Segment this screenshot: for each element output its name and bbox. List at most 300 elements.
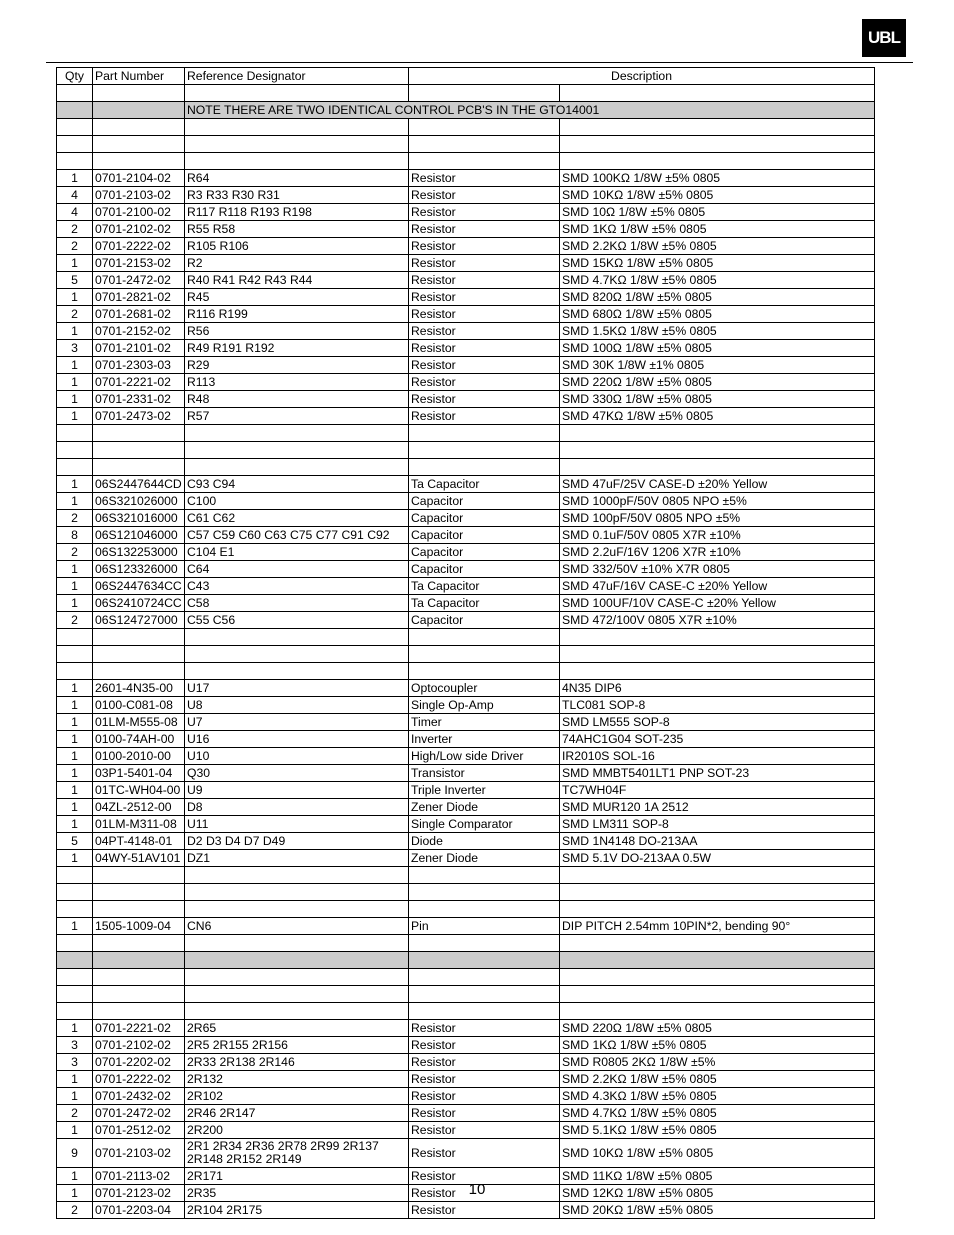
bom-row — [57, 850, 875, 867]
reference-cell: C61 C62 — [185, 510, 409, 527]
reference-cell: U16 — [185, 731, 409, 748]
qty-cell: 2 — [57, 221, 93, 238]
type-cell: Capacitor — [409, 510, 560, 527]
part-number-cell — [93, 986, 185, 1003]
description-cell: SMD 10Ω 1/8W ±5% 0805 — [560, 204, 875, 221]
qty-cell: 1 — [57, 816, 93, 833]
bom-row — [57, 799, 875, 816]
description-cell: SMD 5.1V DO-213AA 0.5W — [560, 850, 875, 867]
bom-row — [57, 204, 875, 221]
reference-cell — [185, 646, 409, 663]
blank-row — [57, 867, 875, 884]
part-number-cell: 0701-2101-02 — [93, 340, 185, 357]
qty-cell — [57, 969, 93, 986]
part-number-cell — [93, 646, 185, 663]
reference-cell — [185, 459, 409, 476]
description-cell: SMD 100UF/10V CASE-C ±20% Yellow — [560, 595, 875, 612]
type-cell: Resistor — [409, 374, 560, 391]
part-number-cell: 0100-2010-00 — [93, 748, 185, 765]
qty-cell: 1 — [57, 323, 93, 340]
part-number-cell: 0701-2102-02 — [93, 221, 185, 238]
description-cell — [560, 1003, 875, 1020]
type-cell: Resistor — [409, 1139, 560, 1168]
type-cell: Zener Diode — [409, 799, 560, 816]
type-cell: Resistor — [409, 289, 560, 306]
type-cell: Diode — [409, 833, 560, 850]
qty-cell: 1 — [57, 493, 93, 510]
part-number-cell: 0701-2512-02 — [93, 1122, 185, 1139]
part-number-cell: 04ZL-2512-00 — [93, 799, 185, 816]
reference-cell: R64 — [185, 170, 409, 187]
bom-row — [57, 816, 875, 833]
reference-cell: R29 — [185, 357, 409, 374]
part-number-cell: 06S124727000 — [93, 612, 185, 629]
bom-row — [57, 544, 875, 561]
bom-row — [57, 782, 875, 799]
qty-cell: 1 — [57, 1168, 93, 1185]
blank-row — [57, 935, 875, 952]
reference-cell: 2R33 2R138 2R146 — [185, 1054, 409, 1071]
type-cell: Inverter — [409, 731, 560, 748]
reference-cell: R45 — [185, 289, 409, 306]
qty-cell — [57, 459, 93, 476]
description-cell — [560, 901, 875, 918]
bom-row — [57, 561, 875, 578]
bom-row — [57, 765, 875, 782]
description-cell: SMD 220Ω 1/8W ±5% 0805 — [560, 1020, 875, 1037]
part-number-cell — [93, 935, 185, 952]
description-cell: IR2010S SOL-16 — [560, 748, 875, 765]
description-cell — [560, 884, 875, 901]
blank-row — [57, 884, 875, 901]
reference-cell — [185, 969, 409, 986]
reference-cell: C100 — [185, 493, 409, 510]
qty-cell: 1 — [57, 748, 93, 765]
description-cell: 4N35 DIP6 — [560, 680, 875, 697]
reference-cell: 2R132 — [185, 1071, 409, 1088]
part-number-cell: 01TC-WH04-00 — [93, 782, 185, 799]
blank-row — [57, 986, 875, 1003]
qty-cell: 1 — [57, 391, 93, 408]
description-cell — [560, 459, 875, 476]
type-cell: Resistor — [409, 1122, 560, 1139]
qty-cell: 1 — [57, 1071, 93, 1088]
reference-cell: DZ1 — [185, 850, 409, 867]
description-cell: SMD 2.2KΩ 1/8W ±5% 0805 — [560, 238, 875, 255]
qty-cell: 1 — [57, 1122, 93, 1139]
qty-cell: 4 — [57, 187, 93, 204]
part-number-cell: 0701-2303-03 — [93, 357, 185, 374]
note-text: NOTE THERE ARE TWO IDENTICAL CONTROL PCB'S IN THE GTO14001 — [185, 102, 875, 119]
qty-cell — [57, 884, 93, 901]
reference-cell: U10 — [185, 748, 409, 765]
bom-row — [57, 1088, 875, 1105]
qty-cell: 1 — [57, 731, 93, 748]
type-cell: Resistor — [409, 1054, 560, 1071]
qty-cell: 1 — [57, 170, 93, 187]
reference-cell: C58 — [185, 595, 409, 612]
bom-row — [57, 1105, 875, 1122]
description-cell: SMD 11KΩ 1/8W ±5% 0805 — [560, 1168, 875, 1185]
type-cell — [409, 629, 560, 646]
bom-row — [57, 272, 875, 289]
type-cell: Resistor — [409, 170, 560, 187]
description-cell — [560, 935, 875, 952]
description-cell: SMD 1.5KΩ 1/8W ±5% 0805 — [560, 323, 875, 340]
qty-cell: 1 — [57, 561, 93, 578]
bom-row — [57, 391, 875, 408]
description-cell: SMD 10KΩ 1/8W ±5% 0805 — [560, 1139, 875, 1168]
description-cell: SMD MUR120 1A 2512 — [560, 799, 875, 816]
part-number-cell — [93, 119, 185, 136]
reference-cell: R49 R191 R192 — [185, 340, 409, 357]
part-number-cell: 0701-2202-02 — [93, 1054, 185, 1071]
description-cell: SMD 330Ω 1/8W ±5% 0805 — [560, 391, 875, 408]
description-cell: SMD 47KΩ 1/8W ±5% 0805 — [560, 408, 875, 425]
type-cell: Resistor — [409, 272, 560, 289]
type-cell: Resistor — [409, 1168, 560, 1185]
reference-cell: CN6 — [185, 918, 409, 935]
part-number-cell: 04WY-51AV101 — [93, 850, 185, 867]
qty-cell: 1 — [57, 578, 93, 595]
reference-cell — [185, 629, 409, 646]
type-cell: Pin — [409, 918, 560, 935]
description-cell: SMD 100Ω 1/8W ±5% 0805 — [560, 340, 875, 357]
type-cell: Resistor — [409, 1202, 560, 1219]
part-number-cell: 01LM-M555-08 — [93, 714, 185, 731]
reference-cell: 2R104 2R175 — [185, 1202, 409, 1219]
type-cell — [409, 935, 560, 952]
type-cell: Transistor — [409, 765, 560, 782]
bom-row — [57, 595, 875, 612]
reference-cell: R40 R41 R42 R43 R44 — [185, 272, 409, 289]
part-number-cell: 2601-4N35-00 — [93, 680, 185, 697]
bom-row — [57, 918, 875, 935]
blank-row — [57, 442, 875, 459]
description-cell: SMD 1KΩ 1/8W ±5% 0805 — [560, 221, 875, 238]
reference-cell — [185, 663, 409, 680]
reference-cell: U9 — [185, 782, 409, 799]
blank-row — [57, 646, 875, 663]
type-cell: Ta Capacitor — [409, 595, 560, 612]
reference-cell — [185, 85, 409, 102]
part-number-cell — [93, 884, 185, 901]
qty-cell: 2 — [57, 238, 93, 255]
part-number-cell — [93, 867, 185, 884]
description-cell — [560, 629, 875, 646]
description-cell — [560, 867, 875, 884]
reference-cell: 2R35 — [185, 1185, 409, 1202]
part-number-cell: 0100-C081-08 — [93, 697, 185, 714]
bom-row — [57, 306, 875, 323]
type-cell — [409, 646, 560, 663]
reference-cell — [185, 884, 409, 901]
type-cell: Resistor — [409, 1185, 560, 1202]
bom-row — [57, 612, 875, 629]
reference-cell — [185, 952, 409, 969]
part-number-cell: 0701-2103-02 — [93, 1139, 185, 1168]
type-cell: Resistor — [409, 306, 560, 323]
bom-row — [57, 833, 875, 850]
bom-row — [57, 1037, 875, 1054]
part-number-cell — [93, 459, 185, 476]
description-cell: SMD R0805 2KΩ 1/8W ±5% — [560, 1054, 875, 1071]
type-cell: Resistor — [409, 187, 560, 204]
qty-cell: 2 — [57, 306, 93, 323]
type-cell — [409, 425, 560, 442]
reference-cell: 2R46 2R147 — [185, 1105, 409, 1122]
type-cell: Resistor — [409, 204, 560, 221]
qty-cell: 1 — [57, 374, 93, 391]
description-cell — [560, 952, 875, 969]
reference-cell: C104 E1 — [185, 544, 409, 561]
blank-row — [57, 663, 875, 680]
part-number-cell: 06S121046000 — [93, 527, 185, 544]
type-cell: Resistor — [409, 357, 560, 374]
description-cell — [560, 969, 875, 986]
reference-cell — [185, 119, 409, 136]
bom-row — [57, 1202, 875, 1219]
qty-cell: 1 — [57, 1185, 93, 1202]
bom-row — [57, 357, 875, 374]
part-number-cell: 0701-2123-02 — [93, 1185, 185, 1202]
qty-cell — [57, 952, 93, 969]
type-cell: Capacitor — [409, 527, 560, 544]
reference-cell — [185, 1003, 409, 1020]
part-number-cell: 0701-2113-02 — [93, 1168, 185, 1185]
bom-table — [56, 67, 875, 1219]
blank-row — [57, 85, 875, 102]
reference-cell: R3 R33 R30 R31 — [185, 187, 409, 204]
description-cell: TC7WH04F — [560, 782, 875, 799]
type-cell: Triple Inverter — [409, 782, 560, 799]
description-cell — [560, 986, 875, 1003]
type-cell: Resistor — [409, 1088, 560, 1105]
reference-cell: Q30 — [185, 765, 409, 782]
part-number-cell — [93, 136, 185, 153]
type-cell: Resistor — [409, 1020, 560, 1037]
part-number-cell: 06S2447634CC — [93, 578, 185, 595]
bom-row — [57, 680, 875, 697]
part-number-cell — [93, 425, 185, 442]
qty-cell: 1 — [57, 714, 93, 731]
reference-cell: 2R65 — [185, 1020, 409, 1037]
reference-cell: 2R102 — [185, 1088, 409, 1105]
qty-cell: 1 — [57, 918, 93, 935]
description-cell: SMD 100pF/50V 0805 NPO ±5% — [560, 510, 875, 527]
qty-cell: 3 — [57, 1037, 93, 1054]
description-cell: 74AHC1G04 SOT-235 — [560, 731, 875, 748]
qty-cell: 1 — [57, 1020, 93, 1037]
qty-cell: 3 — [57, 340, 93, 357]
type-cell: Ta Capacitor — [409, 476, 560, 493]
description-cell: SMD 4.7KΩ 1/8W ±5% 0805 — [560, 272, 875, 289]
description-cell: SMD 20KΩ 1/8W ±5% 0805 — [560, 1202, 875, 1219]
type-cell — [409, 969, 560, 986]
reference-cell: U11 — [185, 816, 409, 833]
reference-cell: R48 — [185, 391, 409, 408]
type-cell: Resistor — [409, 238, 560, 255]
description-cell: SMD 5.1KΩ 1/8W ±5% 0805 — [560, 1122, 875, 1139]
part-number-cell: 06S321016000 — [93, 510, 185, 527]
type-cell — [409, 663, 560, 680]
reference-cell: R55 R58 — [185, 221, 409, 238]
qty-cell — [57, 85, 93, 102]
qty-cell: 2 — [57, 1105, 93, 1122]
qty-cell: 1 — [57, 289, 93, 306]
bom-row — [57, 408, 875, 425]
bom-row — [57, 1071, 875, 1088]
type-cell: Capacitor — [409, 612, 560, 629]
bom-row — [57, 1054, 875, 1071]
description-cell — [560, 136, 875, 153]
part-number-cell — [93, 442, 185, 459]
part-number-cell: 0701-2432-02 — [93, 1088, 185, 1105]
type-cell: Optocoupler — [409, 680, 560, 697]
reference-cell: 2R200 — [185, 1122, 409, 1139]
bom-row — [57, 697, 875, 714]
type-cell: Zener Diode — [409, 850, 560, 867]
qty-cell: 1 — [57, 782, 93, 799]
part-number-cell: 0701-2102-02 — [93, 1037, 185, 1054]
type-cell: Capacitor — [409, 493, 560, 510]
type-cell — [409, 459, 560, 476]
description-cell — [560, 663, 875, 680]
bom-body — [57, 68, 875, 1219]
bom-row — [57, 221, 875, 238]
part-number-cell: 06S132253000 — [93, 544, 185, 561]
qty-cell — [57, 986, 93, 1003]
description-cell: SMD 4.3KΩ 1/8W ±5% 0805 — [560, 1088, 875, 1105]
bom-row — [57, 170, 875, 187]
description-cell: SMD 30K 1/8W ±1% 0805 — [560, 357, 875, 374]
type-cell: Resistor — [409, 1071, 560, 1088]
description-cell: SMD MMBT5401LT1 PNP SOT-23 — [560, 765, 875, 782]
type-cell — [409, 136, 560, 153]
description-header: Description — [409, 68, 875, 85]
qty-cell: 8 — [57, 527, 93, 544]
part-number-cell: 0701-2104-02 — [93, 170, 185, 187]
part-number-cell: 1505-1009-04 — [93, 918, 185, 935]
type-cell: Resistor — [409, 323, 560, 340]
description-cell: SMD 1000pF/50V 0805 NPO ±5% — [560, 493, 875, 510]
part-number-cell — [93, 663, 185, 680]
part-number-cell: 0701-2681-02 — [93, 306, 185, 323]
part-number-cell: 0701-2152-02 — [93, 323, 185, 340]
qty-cell: 5 — [57, 272, 93, 289]
description-cell — [560, 646, 875, 663]
description-cell: SMD 472/100V 0805 X7R ±10% — [560, 612, 875, 629]
description-cell — [560, 153, 875, 170]
type-cell: Single Comparator — [409, 816, 560, 833]
blank-row — [57, 459, 875, 476]
reference-cell — [185, 442, 409, 459]
qty-cell: 5 — [57, 833, 93, 850]
type-cell: Resistor — [409, 340, 560, 357]
type-cell: Resistor — [409, 1105, 560, 1122]
description-cell: SMD 1N4148 DO-213AA — [560, 833, 875, 850]
qty-cell — [57, 901, 93, 918]
qty-cell: 1 — [57, 680, 93, 697]
header-row — [57, 68, 875, 85]
part-number-cell — [93, 102, 185, 119]
qty-cell: 1 — [57, 697, 93, 714]
reference-cell: 2R171 — [185, 1168, 409, 1185]
page-number: 10 — [468, 1181, 486, 1198]
qty-cell — [57, 646, 93, 663]
bom-row — [57, 1020, 875, 1037]
qty-cell: 4 — [57, 204, 93, 221]
bom-row — [57, 323, 875, 340]
description-cell: SMD 10KΩ 1/8W ±5% 0805 — [560, 187, 875, 204]
description-cell: SMD 0.1uF/50V 0805 X7R ±10% — [560, 527, 875, 544]
part-number-cell: 06S2447644CD — [93, 476, 185, 493]
description-cell: SMD 220Ω 1/8W ±5% 0805 — [560, 374, 875, 391]
type-cell: Resistor — [409, 391, 560, 408]
type-cell — [409, 986, 560, 1003]
part-number-cell: 0701-2103-02 — [93, 187, 185, 204]
part-number-cell — [93, 153, 185, 170]
reference-cell — [185, 935, 409, 952]
qty-cell — [57, 136, 93, 153]
qty-cell: 1 — [57, 357, 93, 374]
bom-row — [57, 238, 875, 255]
description-cell — [560, 85, 875, 102]
description-cell: SMD 12KΩ 1/8W ±5% 0805 — [560, 1185, 875, 1202]
blank-row — [57, 629, 875, 646]
part-number-cell — [93, 901, 185, 918]
reference-cell: C64 — [185, 561, 409, 578]
description-cell: SMD LM311 SOP-8 — [560, 816, 875, 833]
qty-cell — [57, 442, 93, 459]
bom-row — [57, 510, 875, 527]
type-cell — [409, 442, 560, 459]
qty-cell: 1 — [57, 255, 93, 272]
reference-cell: C55 C56 — [185, 612, 409, 629]
part-number-cell: 0701-2472-02 — [93, 1105, 185, 1122]
description-cell: SMD 2.2uF/16V 1206 X7R ±10% — [560, 544, 875, 561]
type-cell — [409, 901, 560, 918]
description-cell: SMD LM555 SOP-8 — [560, 714, 875, 731]
blank-row — [57, 119, 875, 136]
part-number-cell — [93, 1003, 185, 1020]
reference-cell — [185, 901, 409, 918]
type-cell — [409, 1003, 560, 1020]
part-number-cell: 0701-2153-02 — [93, 255, 185, 272]
part-number-cell: 0100-74AH-00 — [93, 731, 185, 748]
description-cell: SMD 100KΩ 1/8W ±5% 0805 — [560, 170, 875, 187]
qty-cell: 1 — [57, 1088, 93, 1105]
bom-row — [57, 476, 875, 493]
type-cell: Resistor — [409, 408, 560, 425]
description-cell: SMD 4.7KΩ 1/8W ±5% 0805 — [560, 1105, 875, 1122]
type-cell: Resistor — [409, 1037, 560, 1054]
part-number-cell: 0701-2222-02 — [93, 238, 185, 255]
reference-cell — [185, 425, 409, 442]
reference-cell — [185, 136, 409, 153]
description-cell: SMD 15KΩ 1/8W ±5% 0805 — [560, 255, 875, 272]
type-cell: High/Low side Driver — [409, 748, 560, 765]
bom-row — [57, 1122, 875, 1139]
type-cell — [409, 884, 560, 901]
part-number-header: Part Number — [93, 68, 185, 85]
qty-cell: 2 — [57, 1202, 93, 1219]
part-number-cell: 04PT-4148-01 — [93, 833, 185, 850]
part-number-cell: 0701-2221-02 — [93, 1020, 185, 1037]
qty-cell — [57, 102, 93, 119]
part-number-cell — [93, 969, 185, 986]
qty-cell: 1 — [57, 799, 93, 816]
